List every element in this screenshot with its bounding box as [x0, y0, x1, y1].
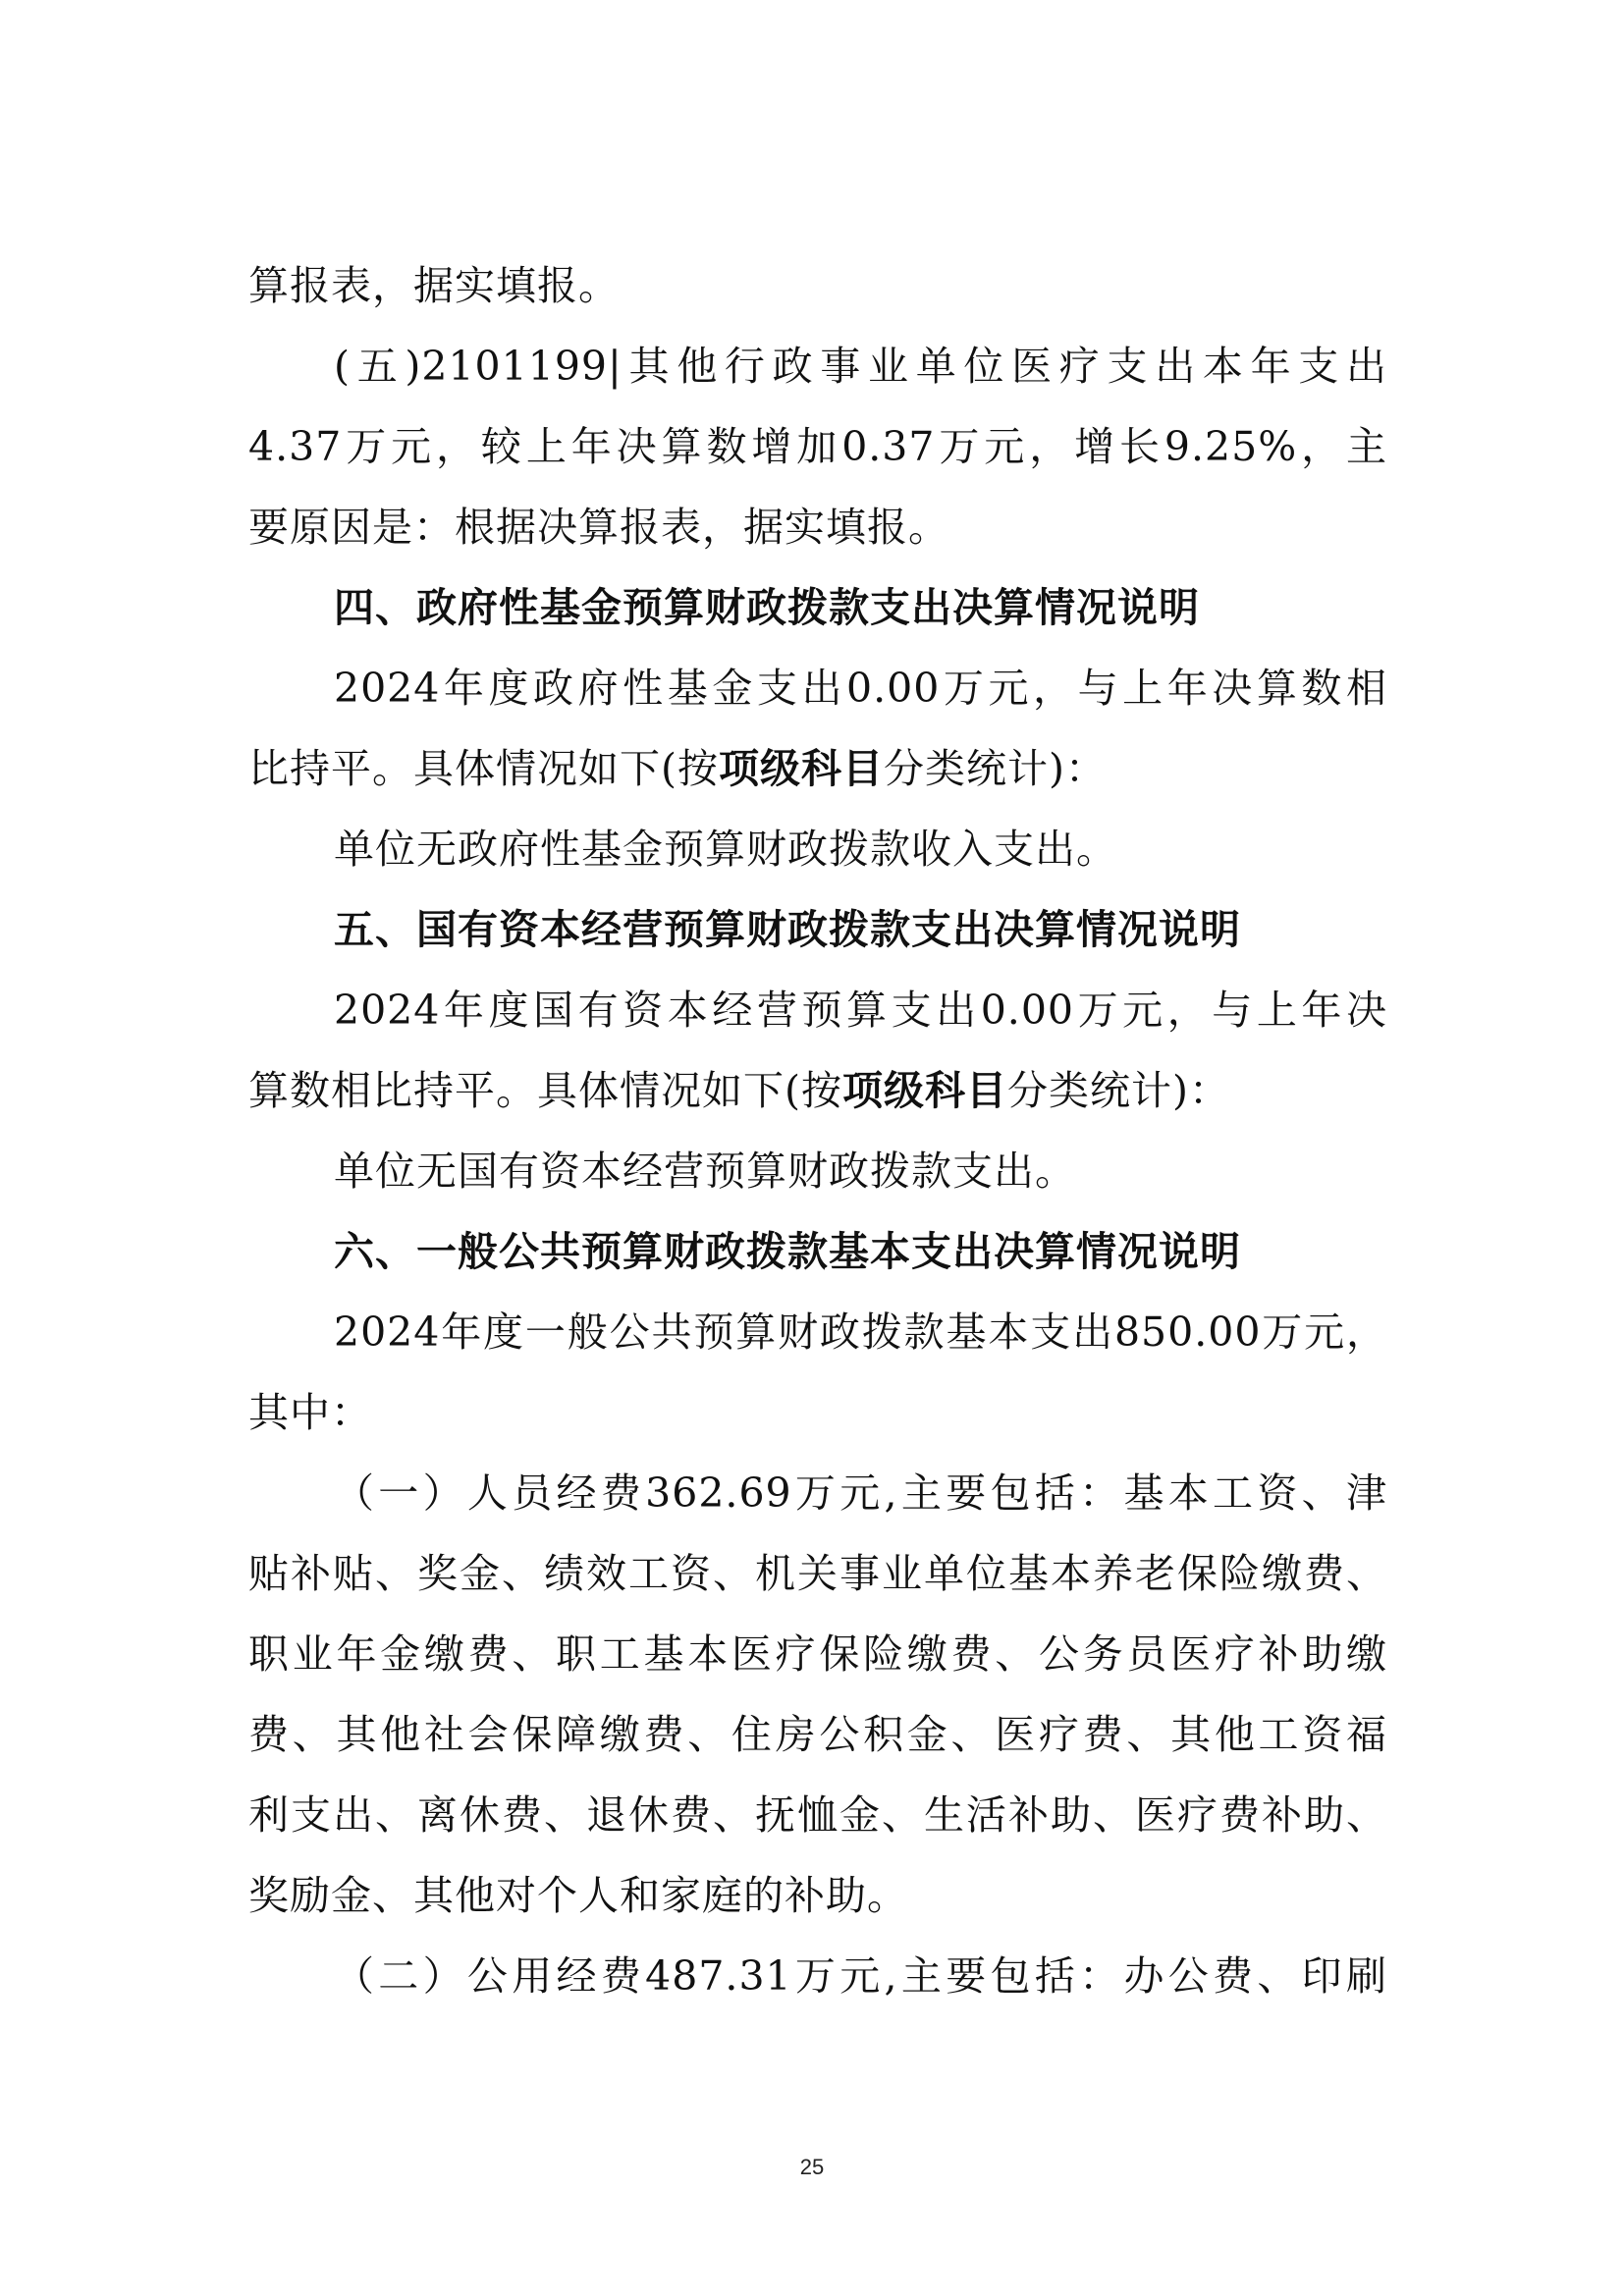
paragraph-line: 算报表，据实填报。 [248, 262, 620, 309]
paragraph-line: 2024年度国有资本经营预算支出0.00万元，与上年决 [334, 987, 1387, 1034]
paragraph-line: 其中： [248, 1389, 372, 1436]
paragraph-line: （二）公用经费487.31万元,主要包括：办公费、印刷 [334, 1952, 1387, 2000]
text-run: 算数相比持平。具体情况如下(按 [248, 1067, 842, 1114]
paragraph-line: 奖励金、其他对个人和家庭的补助。 [248, 1872, 908, 1919]
section-heading-6: 六、一般公共预算财政拨款基本支出决算情况说明 [334, 1228, 1241, 1275]
paragraph-line: 要原因是：根据决算报表，据实填报。 [248, 504, 949, 551]
paragraph-line [248, 734, 1387, 803]
paragraph-line: （一）人员经费362.69万元,主要包括：基本工资、津 [334, 1469, 1387, 1517]
paragraph-line: 4.37万元，较上年决算数增加0.37万元，增长9.25%，主 [248, 423, 1387, 470]
paragraph-line: (五)2101199|其他行政事业单位医疗支出本年支出 [334, 343, 1387, 390]
paragraph-line: 2024年度政府性基金支出0.00万元，与上年决算数相 [334, 665, 1387, 712]
paragraph-line: 利支出、离休费、退休费、抚恤金、生活补助、医疗费补助、 [248, 1791, 1387, 1839]
text-run: 分类统计)： [1007, 1067, 1230, 1114]
section-heading-5: 五、国有资本经营预算财政拨款支出决算情况说明 [334, 906, 1241, 953]
paragraph-line: 贴补贴、奖金、绩效工资、机关事业单位基本养老保险缴费、 [248, 1550, 1387, 1597]
text-run: 分类统计)： [884, 745, 1107, 792]
paragraph-line: 单位无国有资本经营预算财政拨款支出。 [334, 1148, 1076, 1195]
paragraph-line [248, 1056, 1387, 1125]
paragraph-line: 2024年度一般公共预算财政拨款基本支出850.00万元， [334, 1308, 1387, 1356]
paragraph-line: 费、其他社会保障缴费、住房公积金、医疗费、其他工资福 [248, 1711, 1387, 1758]
page-number: 25 [799, 2155, 825, 2179]
paragraph-line: 单位无政府性基金预算财政拨款收入支出。 [334, 826, 1117, 873]
paragraph-line: 职业年金缴费、职工基本医疗保险缴费、公务员医疗补助缴 [248, 1630, 1387, 1678]
bold-text-run: 项级科目 [842, 1067, 1007, 1114]
text-run: 比持平。具体情况如下(按 [248, 745, 719, 792]
section-heading-4: 四、政府性基金预算财政拨款支出决算情况说明 [334, 584, 1200, 631]
bold-text-run: 项级科目 [719, 745, 884, 792]
